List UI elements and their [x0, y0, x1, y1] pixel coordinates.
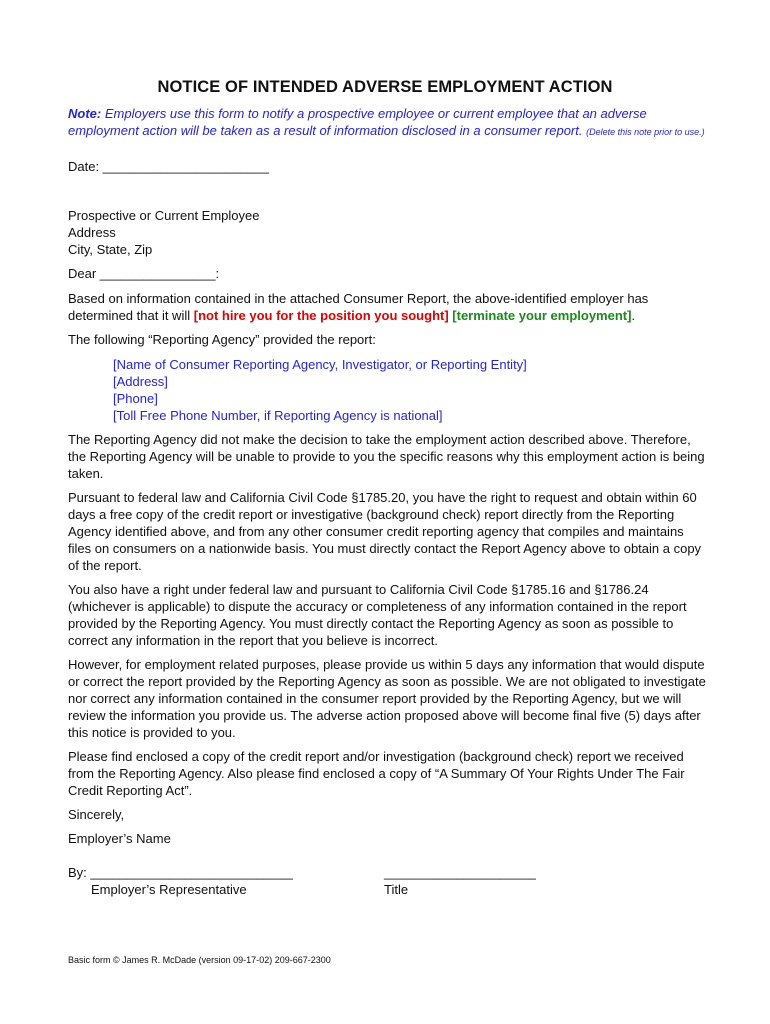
paragraph-agency-not-decider: The Reporting Agency did not make the decision to take the employment action described above. Therefore, the Reporting Agency will be unable to provide to you the specific reasons why this employment action is being taken.	[68, 432, 705, 481]
closing: Sincerely,	[68, 807, 125, 822]
agency-name: [Name of Consumer Reporting Agency, Investigator, or Reporting Entity]	[113, 357, 527, 372]
determination-end: .	[631, 308, 636, 323]
recipient-address: Address	[68, 225, 116, 240]
agency-phone: [Phone]	[113, 391, 158, 406]
representative-label: Employer’s Representative	[91, 882, 247, 897]
determination-text: Based on information contained in the attached Consumer Report, the above-identified employer has determined that it will	[68, 291, 649, 323]
recipient-block	[68, 207, 259, 258]
agency-toll-free: [Toll Free Phone Number, if Reporting Agency is national]	[113, 408, 443, 423]
salutation: Dear ________________:	[68, 266, 220, 281]
paragraph-enclosures: Please find enclosed a copy of the credit report and/or investigation (background check) report we received from the Reporting Agency. Also please find enclosed a copy of “A Summary Of Your Rights Under The Fair Credit Reporting Act”.	[68, 749, 685, 798]
title-label: Title	[384, 882, 409, 897]
note-delete-hint: (Delete this note prior to use.)	[586, 127, 705, 137]
date-line: Date: _______________________	[68, 159, 269, 174]
option-terminate: [terminate your employment]	[452, 308, 632, 323]
recipient-city-state-zip: City, State, Zip	[68, 242, 153, 257]
footer-credit: Basic form © James R. McDade (version 09-17-02) 209-667-2300	[68, 955, 331, 965]
title-line: _____________________	[384, 865, 536, 880]
note-text: Employers use this form to notify a prospective employee or current employee that an adverse employment action will be taken as a result of information disclosed in a consumer report.	[68, 106, 647, 138]
recipient-name: Prospective or Current Employee	[68, 208, 260, 223]
note-label: Note:	[68, 106, 102, 121]
paragraph-employment-purposes: However, for employment related purposes, please provide us within 5 days any information that would dispute or correct the report provided by the Reporting Agency as soon as possible. We are not obligated to investigate nor correct any information contained in the consumer report provided by the Reporting Agency, but we will review the information you provide us. The adverse action proposed above will become final five (5) days after this notice is provided to you.	[68, 657, 706, 740]
paragraph-right-to-dispute: You also have a right under federal law and pursuant to California Civil Code §1785.16 and §1786.24 (whichever is applicable) to dispute the accuracy or completeness of any information contained in the report provided by the Reporting Agency. You must directly contact the Reporting Agency as soon as possible to correct any information in the report that you believe is incorrect.	[68, 582, 687, 648]
paragraph-determination	[68, 290, 708, 324]
agency-address: [Address]	[113, 374, 168, 389]
signature-line: By: ____________________________	[68, 865, 293, 880]
instruction-note	[68, 105, 718, 141]
employer-name: Employer’s Name	[68, 831, 171, 846]
paragraph-right-to-copy: Pursuant to federal law and California Civil Code §1785.20, you have the right to request and obtain within 60 days a free copy of the credit report or investigative (background check) report directly from the Reporting Agency identified above, and from any other consumer credit reporting agency that compiles and maintains files on consumers on a nationwide basis. You must directly contact the Report Agency above to obtain a copy of the report.	[68, 490, 702, 573]
agency-block	[113, 356, 527, 424]
paragraph-reporting-agency-intro: The following “Reporting Agency” provided the report:	[68, 332, 376, 347]
document-title: NOTICE OF INTENDED ADVERSE EMPLOYMENT ACTION	[157, 78, 613, 96]
option-not-hire: [not hire you for the position you sought]	[193, 308, 449, 323]
